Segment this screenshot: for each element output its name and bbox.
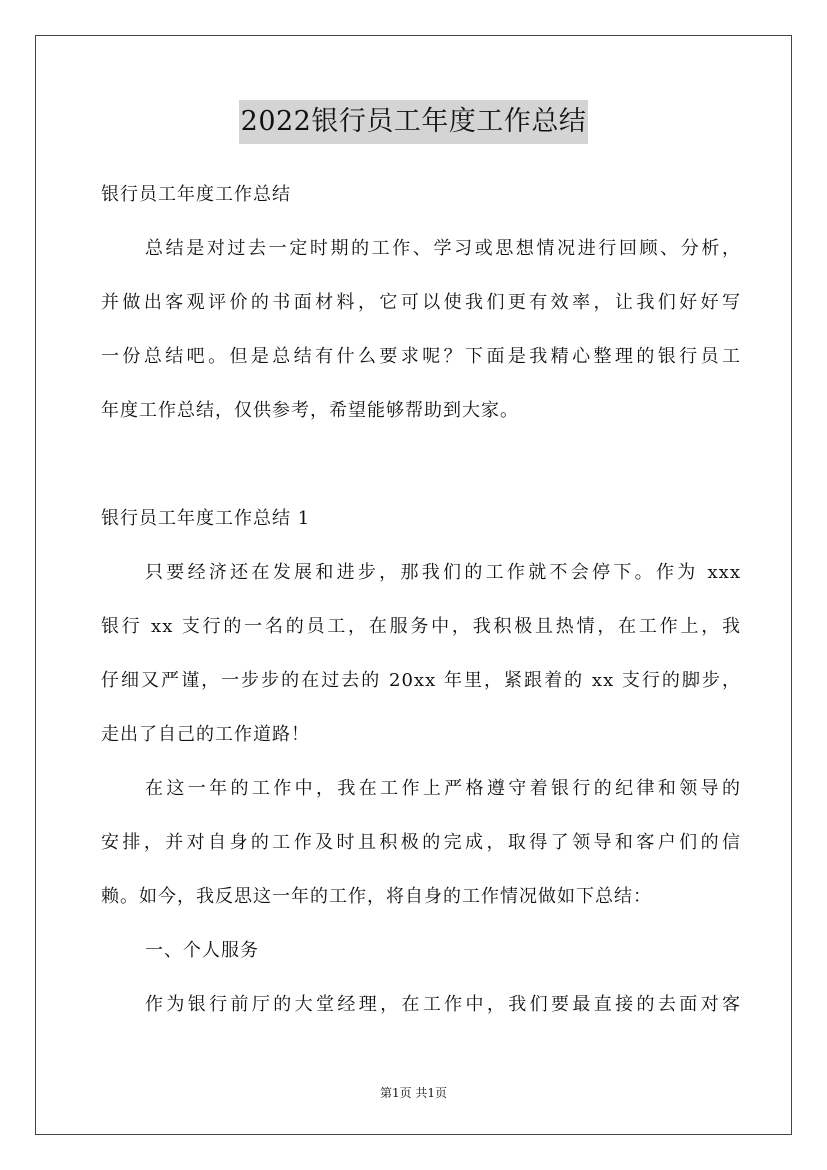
paragraph-line: 安排，并对自身的工作及时且积极的完成，取得了领导和客户们的信 [101, 832, 741, 853]
paragraph-line: 银行 xx 支行的一名的员工，在服务中，我积极且热情，在工作上，我 [101, 616, 741, 637]
page-number-label: 第1页 共1页 [379, 1086, 448, 1100]
paragraph-line: 仔细又严谨，一步步的在过去的 20xx 年里，紧跟着的 xx 支行的脚步， [101, 670, 741, 691]
section-heading-intro: 银行员工年度工作总结 [101, 184, 291, 205]
paragraph-line: 赖。如今，我反思这一年的工作，将自身的工作情况做如下总结： [101, 886, 652, 907]
blank-line [101, 438, 741, 492]
paragraph-line: 并做出客观评价的书面材料，它可以使我们更有效率，让我们好好写 [101, 292, 741, 313]
paragraph-line: 一份总结吧。但是总结有什么要求呢？下面是我精心整理的银行员工 [101, 346, 741, 367]
document-body [101, 168, 741, 1032]
title-container [0, 100, 827, 144]
document-title: 2022银行员工年度工作总结 [239, 100, 589, 144]
paragraph-line: 总结是对过去一定时期的工作、学习或思想情况进行回顾、分析， [145, 238, 741, 259]
paragraph-line: 作为银行前厅的大堂经理，在工作中，我们要最直接的去面对客 [145, 994, 741, 1015]
paragraph-line: 在这一年的工作中，我在工作上严格遵守着银行的纪律和领导的 [145, 778, 741, 799]
paragraph-line: 走出了自己的工作道路！ [101, 724, 310, 745]
section-heading-1: 银行员工年度工作总结 1 [101, 508, 311, 529]
paragraph-line: 年度工作总结，仅供参考，希望能够帮助到大家。 [101, 400, 519, 421]
page-footer [0, 1083, 827, 1103]
subsection-heading: 一、个人服务 [145, 940, 259, 961]
paragraph-line: 只要经济还在发展和进步，那我们的工作就不会停下。作为 xxx [145, 562, 741, 583]
